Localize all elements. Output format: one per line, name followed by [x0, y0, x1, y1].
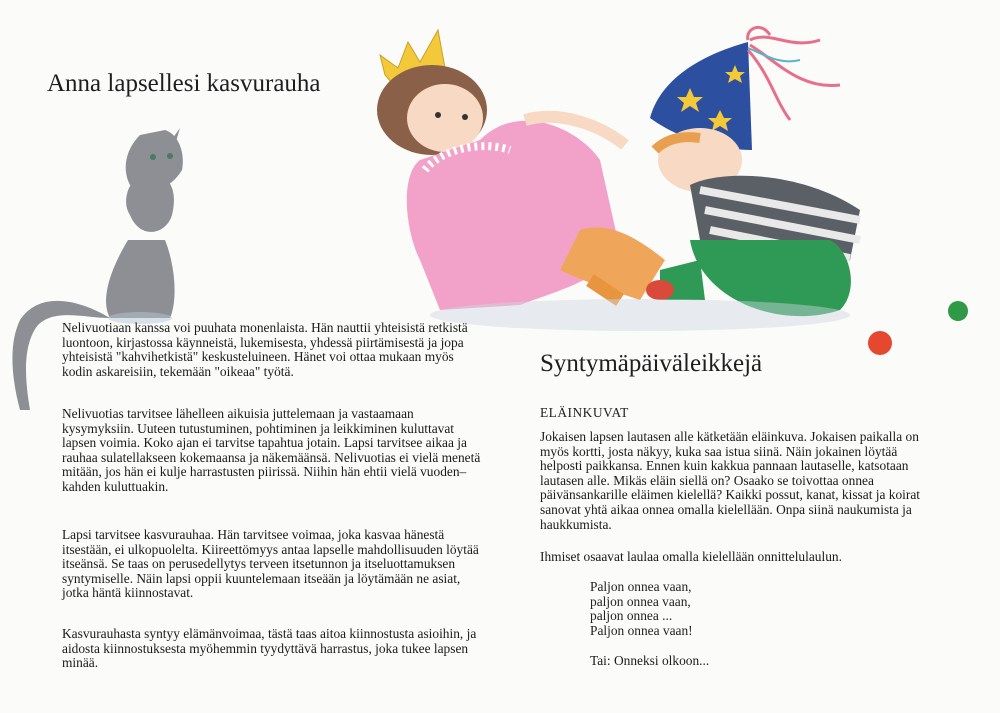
page-title-left: Anna lapsellesi kasvurauha: [47, 70, 321, 97]
paragraph-4: Kasvurauhasta syntyy elämänvoimaa, tästä taas aitoa kiinnostusta asioihin, ja aidosta kiinnostuksesta myöhemmin tyydyttävä harrastus, joka tukee lapsen minää.: [62, 626, 477, 671]
song-line: Paljon onnea vaan,: [590, 579, 692, 594]
section-subtitle: ELÄINKUVAT: [540, 405, 629, 420]
paragraph-song-intro: Ihmiset osaavat laulaa omalla kielellään onnittelulaulun.: [540, 549, 842, 564]
paragraph-animal-pictures: Jokaisen lapsen lautasen alle kätketään eläinkuva. Jokaisen paikalla on myös kortti, josta näkyy, kuka saa istua siinä. Näin jokainen löytää helposti paikkansa. Ennen kuin kakkua pannaan lautaselle, katsotaan lautasen alle. Mikäs eläin siellä on? Osaako se toivottaa onnea päivänsankarille eläimen kielellä? Kaikki possut, kanat, kissat ja koirat sanovat yhtä aikaa onnea omalla kielellään. Onpa siinä naukumista ja haukkumista.: [540, 429, 921, 532]
song-line: paljon onnea ...: [590, 608, 673, 624]
song-line: Paljon onnea vaan!: [590, 622, 693, 638]
paragraph-2: Nelivuotias tarvitsee lähelleen aikuisia juttelemaan ja vastaamaan kysymyksiin. Uuteen tutustuminen, pohtiminen ja leikkiminen kuluttavat lapsen voimia. Koko ajan ei tarvitse tapahtua jotain. Lapsi tarvitsee aikaa ja rauhaa sulatellakseen kokemaansa ja näkemäänsä. Nelivuotias ei vielä menetä mitään, jos hän ei kulje harrastusten piirissä. Niihin hän ehtii vielä vuoden–kahden kuluttuakin.: [62, 406, 481, 494]
alternative-greeting: Tai: Onneksi olkoon...: [590, 653, 710, 668]
page-title-right: Syntymäpäiväleikkejä: [540, 350, 763, 377]
song-lyrics: [590, 580, 693, 638]
girl-illustration: [377, 30, 665, 310]
red-ball: [868, 331, 892, 355]
song-line: paljon onnea vaan,: [590, 593, 691, 609]
paragraph-3: Lapsi tarvitsee kasvurauhaa. Hän tarvitsee voimaa, joka kasvaa hänestä itsestään, ei ulkopuolelta. Kiireettömyys antaa lapselle mahdollisuuden löytää itseänsä. Se taas on perusedellytys terveen itsetunnon ja itseluottamuksen syntymiselle. Näin lapsi oppii kuuntelemaan itseään ja löytämään ne asiat, jotka häntä kiinnostavat.: [62, 527, 479, 601]
green-ball: [948, 301, 968, 321]
boy-illustration: [646, 27, 860, 316]
paragraph-1: Nelivuotiaan kanssa voi puuhata monenlaista. Hän nauttii yhteisistä retkistä luontoon, kirjastossa käynneistä, lukemisesta, yhdessä piirtämisestä ja jopa yhteisistä "kahvihetkistä" keskusteluineen. Hänet voi ottaa mukaan myös kodin askareisiin, tekemään "oikeaa" työtä.: [62, 320, 468, 379]
